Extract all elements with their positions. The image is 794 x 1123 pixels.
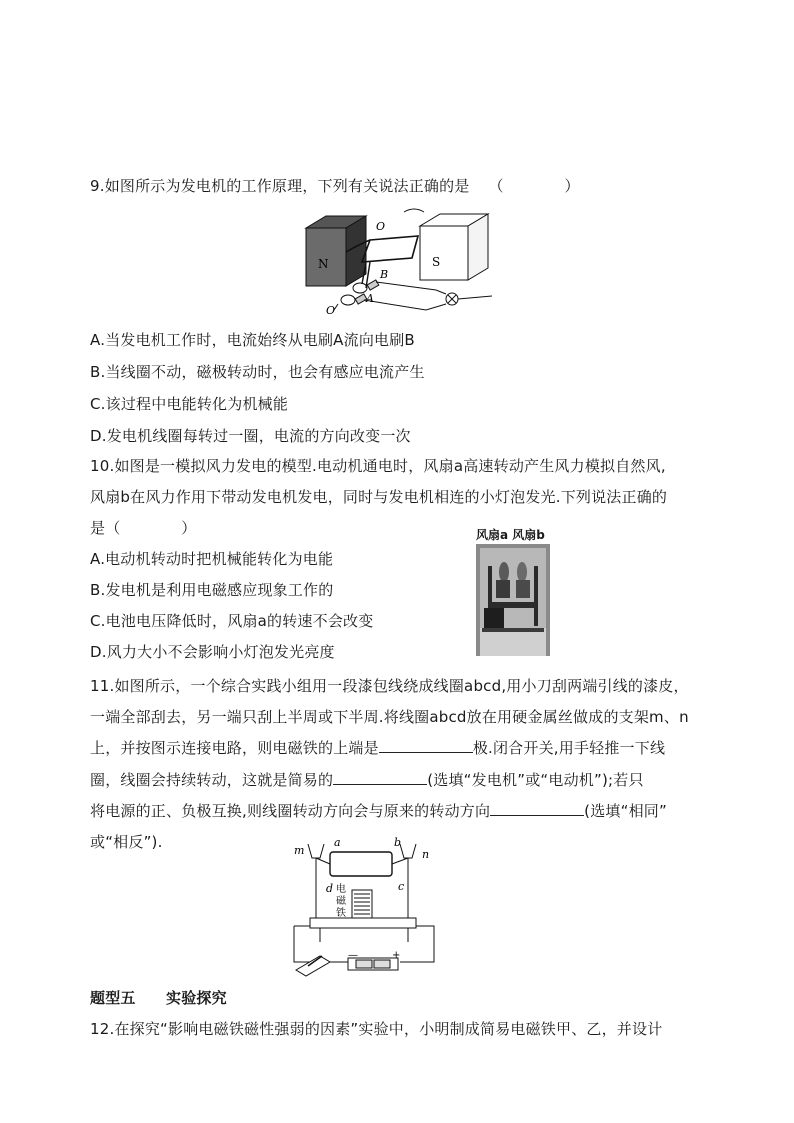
q12-stem: 12.在探究“影响电磁铁磁性强弱的因素”实验中，小明制成简易电磁铁甲、乙，并设计 <box>90 1020 663 1038</box>
q10-option-b: B.发电机是利用电磁感应现象工作的 <box>90 581 334 599</box>
blank-direction[interactable] <box>490 801 584 816</box>
support-n <box>400 844 416 858</box>
blank-pole[interactable] <box>379 738 473 753</box>
label-a: a <box>334 836 341 849</box>
q11-line-1: 11.如图所示，一个综合实践小组用一段漆包线绕成线圈abcd,用小刀刮两端引线的漆皮， <box>90 677 689 695</box>
label-n: n <box>422 848 430 861</box>
support-m <box>308 844 324 858</box>
coil <box>362 236 418 262</box>
section-title: 题型五 实验探究 <box>90 989 227 1007</box>
q9-stem: 9.如图所示为发电机的工作原理，下列有关说法正确的是 （ ） <box>90 177 580 195</box>
q10-option-c: C.电池电压降低时，风扇a的转速不会改变 <box>90 612 374 630</box>
battery-plus: + <box>392 950 401 961</box>
q11-line-3: 上，并按图示连接电路，则电磁铁的上端是 极.闭合开关,用手轻推一下线 <box>90 739 666 757</box>
switch-icon[interactable] <box>296 956 330 976</box>
label-m: m <box>294 844 305 857</box>
coil-text-2: 磁 <box>336 896 346 907</box>
wind-model-photo <box>476 528 550 658</box>
label-b: b <box>394 836 402 849</box>
q10-option-d: D.风力大小不会影响小灯泡发光亮度 <box>90 643 335 661</box>
blank-device[interactable] <box>333 770 427 785</box>
label-d: d <box>326 882 334 895</box>
brush-b <box>367 280 379 290</box>
q10-line-1: 10.如图是一模拟风力发电的模型.电动机通电时，风扇a高速转动产生风力模拟自然风, <box>90 457 666 475</box>
s-pole-label: S <box>432 255 441 269</box>
generator-diagram <box>296 206 492 318</box>
q9-option-a: A.当发电机工作时，电流始终从电刷A流向电刷B <box>90 331 415 349</box>
coil-abcd <box>330 852 392 876</box>
s-magnet <box>420 214 488 280</box>
battery-minus: — <box>348 950 358 961</box>
coil-text-1: 电 <box>336 884 346 895</box>
q10-line-3: 是（ ） <box>90 519 197 537</box>
photo-label: 风扇a 风扇b <box>476 528 545 542</box>
rotation-arrow <box>404 209 424 212</box>
label-a: A <box>366 292 374 305</box>
base-board <box>310 918 416 928</box>
label-b: B <box>380 268 389 281</box>
wind-model-image <box>476 544 550 656</box>
n-magnet <box>306 216 370 286</box>
q11-line-4: 圈，线圈会持续转动，这就是简易的 (选填“发电机”或“电动机”);若只 <box>90 771 644 789</box>
motor-diagram <box>290 834 452 980</box>
slip-ring-b <box>353 283 367 293</box>
q11-line-2: 一端全部刮去，另一端只刮上半周或下半周.将线圈abcd放在用硬金属丝做成的支架m、n <box>90 708 689 726</box>
q9-option-d: D.发电机线圈每转过一圈，电流的方向改变一次 <box>90 427 411 445</box>
label-c: c <box>398 880 405 893</box>
q9-option-c: C.该过程中电能转化为机械能 <box>90 395 289 413</box>
q9-answer-paren: （ ） <box>488 177 580 195</box>
coil-text-3: 铁 <box>336 908 346 919</box>
n-pole-label: N <box>318 257 329 271</box>
label-o-bottom: O <box>326 304 336 317</box>
slip-ring-a <box>341 295 355 305</box>
label-o-top: O <box>376 220 386 233</box>
q11-line-6: 或“相反”). <box>90 833 163 851</box>
q9-option-b: B.当线圈不动，磁极转动时，也会有感应电流产生 <box>90 363 425 381</box>
q10-line-2: 风扇b在风力作用下带动发电机发电，同时与发电机相连的小灯泡发光.下列说法正确的 <box>90 488 668 506</box>
q10-option-a: A.电动机转动时把机械能转化为电能 <box>90 550 334 568</box>
q11-line-5: 将电源的正、负极互换,则线圈转动方向会与原来的转动方向 (选填“相同” <box>90 802 667 820</box>
